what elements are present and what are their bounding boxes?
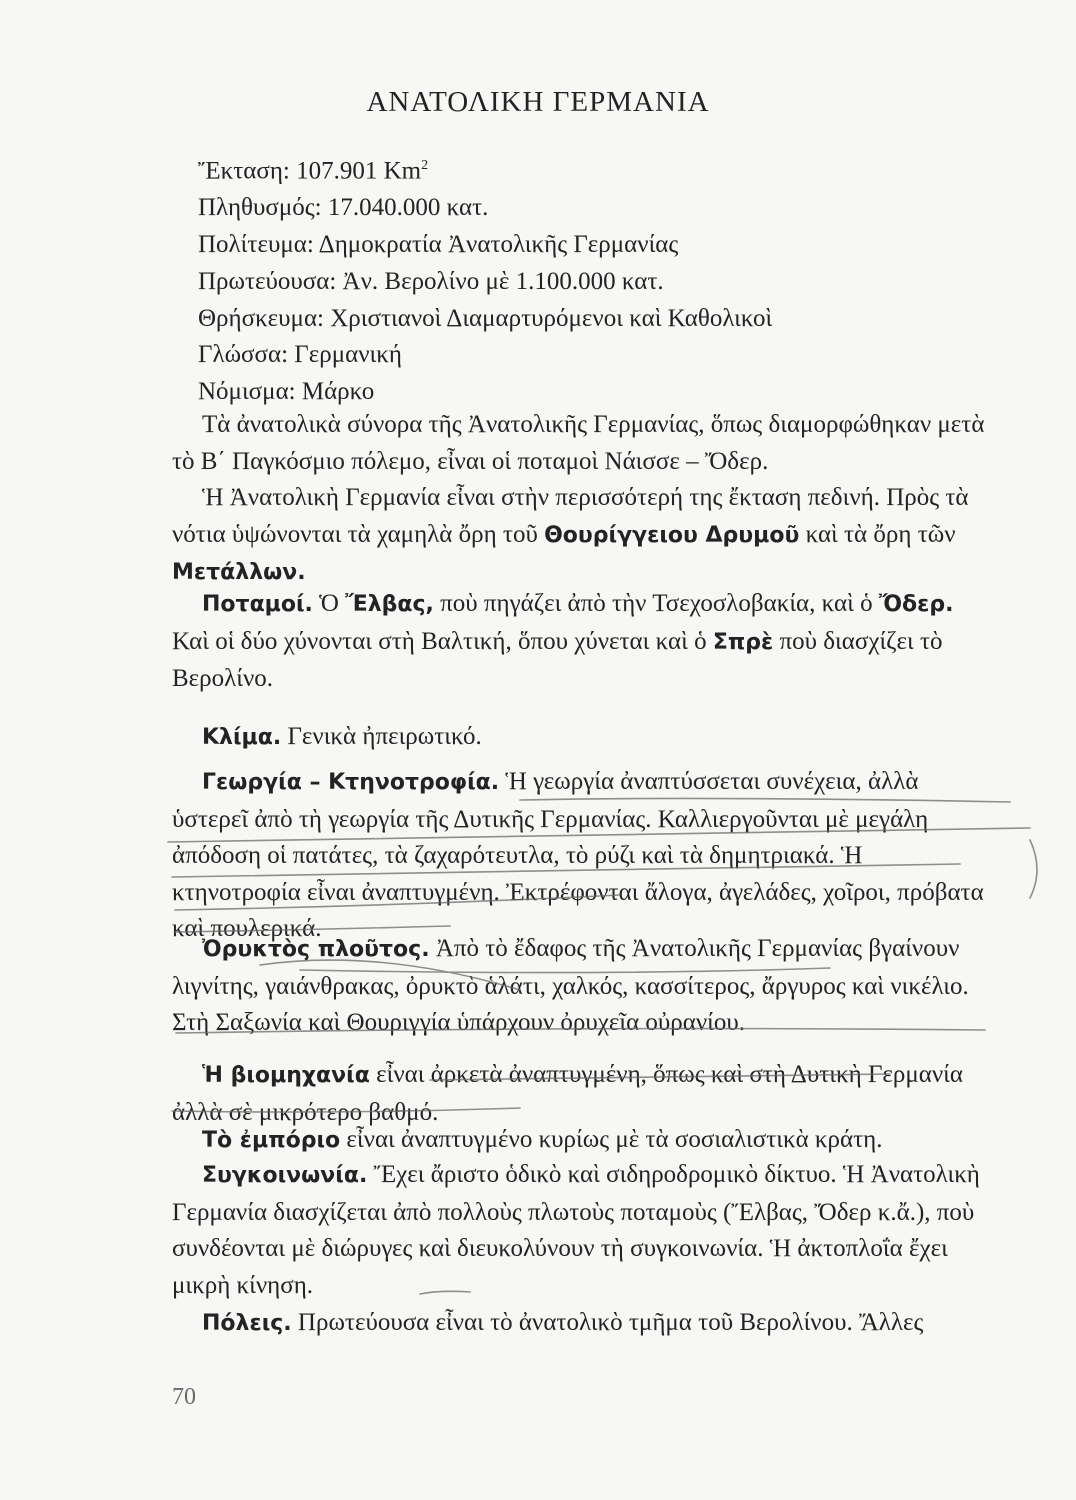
keyword-elbe: Ἔλβας,	[345, 592, 434, 617]
paragraph-climate: Κλίμα. Γενικὰ ἠπειρωτικό.	[202, 723, 482, 750]
paragraph-borders: Τὰ ἀνατολικὰ σύνορα τῆς Ἀνατολικῆς Γερμανίας, ὅπως διαμορφώθηκαν μετὰ τὸ Β΄ Παγκόσμιο πόλεμο, εἶναι οἱ ποταμοὶ Νάισσε – Ὄδερ. Ἡ Ἀνατολικὴ Γερμανία εἶναι στὴν περισσότερή της ἔκταση πεδινή. Πρὸς τὰ νότια ὑψώνονται τὰ χαμηλὰ ὄρη τοῦ Θουρίγγειου Δρυμοῦ καὶ τὰ ὄρη τῶν Μετάλλων.	[172, 411, 985, 585]
facts-list	[198, 148, 772, 411]
fact-currency: Νόμισμα: Μάρκο	[198, 378, 375, 406]
area-superscript: 2	[421, 158, 429, 173]
paragraph-rivers: Ποταμοί. Ὁ Ἔλβας, ποὺ πηγάζει ἀπὸ τὴν Τσεχοσλοβακία, καὶ ὁ Ὄδερ. Καὶ οἱ δύο χύνονται στὴ Βαλτική, ὅπου χύνεται καὶ ὁ Σπρὲ ποὺ διασχίζει τὸ Βερολίνο.	[172, 590, 954, 692]
pencil-loop	[1030, 840, 1037, 898]
keyword-oder: Ὄδερ.	[878, 592, 954, 617]
heading-agriculture: Γεωργία – Κτηνοτροφία.	[202, 770, 500, 795]
heading-rivers: Ποταμοί.	[202, 592, 313, 617]
fact-religion: Θρήσκευμα: Χριστιανοὶ Διαμαρτυρόμενοι καὶ Καθολικοὶ	[198, 304, 773, 332]
fact-government: Πολίτευμα: Δημοκρατία Ἀνατολικῆς Γερμανίας	[198, 230, 679, 258]
fact-area: Ἔκταση: 107.901 Km$^2$	[198, 157, 429, 185]
keyword-spree: Σπρὲ	[712, 629, 774, 655]
fact-capital: Πρωτεύουσα: Ἀν. Βερολίνο μὲ 1.100.000 κατ.	[198, 267, 664, 295]
paragraph-transport: Συγκοινωνία. Ἔχει ἄριστο ὁδικὸ καὶ σιδηροδρομικὸ δίκτυο. Ἡ Ἀνατολικὴ Γερμανία διασχίζεται ἀπὸ πολλοὺς πλωτοὺς ποταμοὺς (Ἔλβας, Ὄδερ κ.ἄ.), ποὺ συνδέονται μὲ διώρυγες καὶ διευκολύνουν τὴ συγκοινωνία. Ἡ ἀκτοπλοΐα ἔχει μικρὴ κίνηση.	[172, 1161, 980, 1299]
keyword-ore-mountains: Μετάλλων.	[172, 560, 306, 585]
page-number: 70	[172, 1384, 196, 1410]
fact-population: Πληθυσμός: 17.040.000 κατ.	[198, 194, 489, 222]
heading-climate: Κλίμα.	[202, 725, 282, 750]
heading-transport: Συγκοινωνία.	[202, 1163, 368, 1188]
heading-minerals: Ὀρυκτὸς πλοῦτος.	[202, 937, 430, 962]
paragraph-industry: Ἡ βιομηχανία εἶναι ἀρκετὰ ἀναπτυγμένη, ὅπως καὶ στὴ Δυτικὴ Γερμανία ἀλλὰ σὲ μικρότερο βαθμό.	[172, 1061, 963, 1126]
fact-language: Γλώσσα: Γερμανική	[198, 341, 402, 369]
page-title: ΑΝΑΤΟΛΙΚΗ ΓΕΡΜΑΝΙΑ	[366, 86, 710, 118]
keyword-thuringian-forest: Θουρίγγειου Δρυμοῦ	[544, 522, 800, 548]
heading-cities: Πόλεις.	[202, 1311, 292, 1336]
heading-industry: Ἡ βιομηχανία	[202, 1063, 370, 1088]
paragraph-agriculture: Γεωργία – Κτηνοτροφία. Ἡ γεωργία ἀναπτύσσεται συνέχεια, ἀλλὰ ὑστερεῖ ἀπὸ τὴ γεωργία τῆς Δυτικῆς Γερμανίας. Καλλιεργοῦνται μὲ μεγάλη ἀπόδοση οἱ πατάτες, τὰ ζαχαρότευτλα, τὸ ρύζι καὶ τὰ δημητριακά. Ἡ κτηνοτροφία εἶναι ἀναπτυγμένη. Ἐκτρέφονται ἄλογα, ἀγελάδες, χοῖροι, πρόβατα καὶ πουλερικά.	[172, 768, 984, 942]
paragraph-minerals: Ὀρυκτὸς πλοῦτος. Ἀπὸ τὸ ἔδαφος τῆς Ἀνατολικῆς Γερμανίας βγαίνουν λιγνίτης, γαιάνθρακας, ὀρυκτὸ ἁλάτι, χαλκός, κασσίτερος, ἄργυρος καὶ νικέλιο. Στὴ Σαξωνία καὶ Θουριγγία ὑπάρχουν ὀρυχεῖα οὐρανίου.	[172, 935, 969, 1036]
heading-trade: Τὸ ἐμπόριο	[202, 1128, 341, 1153]
paragraph-trade: Τὸ ἐμπόριο εἶναι ἀναπτυγμένο κυρίως μὲ τὰ σοσιαλιστικὰ κράτη.	[202, 1126, 883, 1153]
paragraph-cities: Πόλεις. Πρωτεύουσα εἶναι τὸ ἀνατολικὸ τμῆμα τοῦ Βερολίνου. Ἄλλες	[202, 1309, 924, 1336]
